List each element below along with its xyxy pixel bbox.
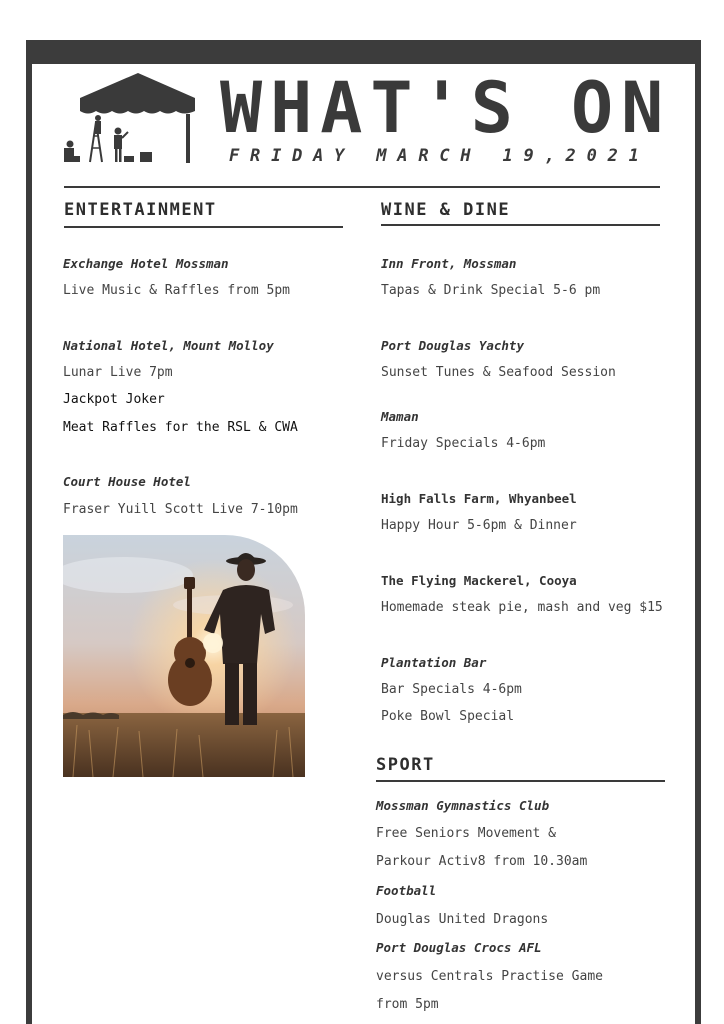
venue-detail: Fraser Yuill Scott Live 7-10pm — [63, 502, 298, 517]
entertainment-divider — [64, 226, 343, 228]
venue-detail: Free Seniors Movement & — [376, 826, 557, 841]
venue-name: Maman — [381, 409, 419, 424]
sport-heading: SPORT — [376, 755, 435, 775]
venue-detail: Lunar Live 7pm — [63, 365, 173, 380]
venue-detail: Jackpot Joker — [63, 392, 165, 407]
venue-detail: versus Centrals Practise Game — [376, 969, 603, 984]
sport-divider — [376, 780, 665, 782]
venue-detail: Poke Bowl Special — [381, 709, 515, 724]
venue-detail: Bar Specials 4-6pm — [381, 682, 522, 697]
venue-name: Port Douglas Crocs AFL — [376, 940, 542, 955]
frame-left-border — [26, 40, 32, 1024]
venue-name: Plantation Bar — [381, 655, 487, 670]
frame-top-bar — [26, 40, 701, 64]
wine-dine-divider — [381, 224, 660, 226]
venue-detail: Happy Hour 5-6pm & Dinner — [381, 518, 577, 533]
wine-dine-heading: WINE & DINE — [381, 200, 511, 220]
venue-detail: Friday Specials 4-6pm — [381, 436, 546, 451]
venue-detail: Douglas United Dragons — [376, 912, 549, 927]
guitarist-photo — [63, 535, 305, 777]
venue-name: Port Douglas Yachty — [381, 338, 524, 353]
venue-name: Inn Front, Mossman — [381, 256, 517, 271]
venue-detail: from 5pm — [376, 997, 439, 1012]
frame-right-border — [695, 40, 701, 1024]
venue-name: Exchange Hotel Mossman — [63, 256, 229, 271]
venue-name: National Hotel, Mount Molloy — [63, 338, 274, 353]
venue-name: Football — [376, 883, 437, 898]
venue-name: The Flying Mackerel, Cooya — [381, 573, 577, 588]
venue-name: High Falls Farm, Whyanbeel — [381, 491, 577, 506]
venue-name: Court House Hotel — [63, 474, 191, 489]
venue-detail: Tapas & Drink Special 5-6 pm — [381, 283, 601, 298]
header-divider — [64, 186, 660, 188]
venue-detail: Live Music & Raffles from 5pm — [63, 283, 290, 298]
event-date: FRIDAY MARCH 19,2021 — [229, 146, 650, 166]
venue-detail: Parkour Activ8 from 10.30am — [376, 854, 588, 869]
page-title: WHAT'S ON — [220, 67, 672, 149]
venue-detail: Sunset Tunes & Seafood Session — [381, 365, 616, 380]
venue-detail: Meat Raffles for the RSL & CWA — [63, 420, 298, 435]
venue-name: Mossman Gymnastics Club — [376, 798, 550, 813]
venue-detail: Homemade steak pie, mash and veg $15 — [381, 600, 663, 615]
entertainment-heading: ENTERTAINMENT — [64, 200, 217, 220]
market-tent-icon — [60, 70, 200, 170]
